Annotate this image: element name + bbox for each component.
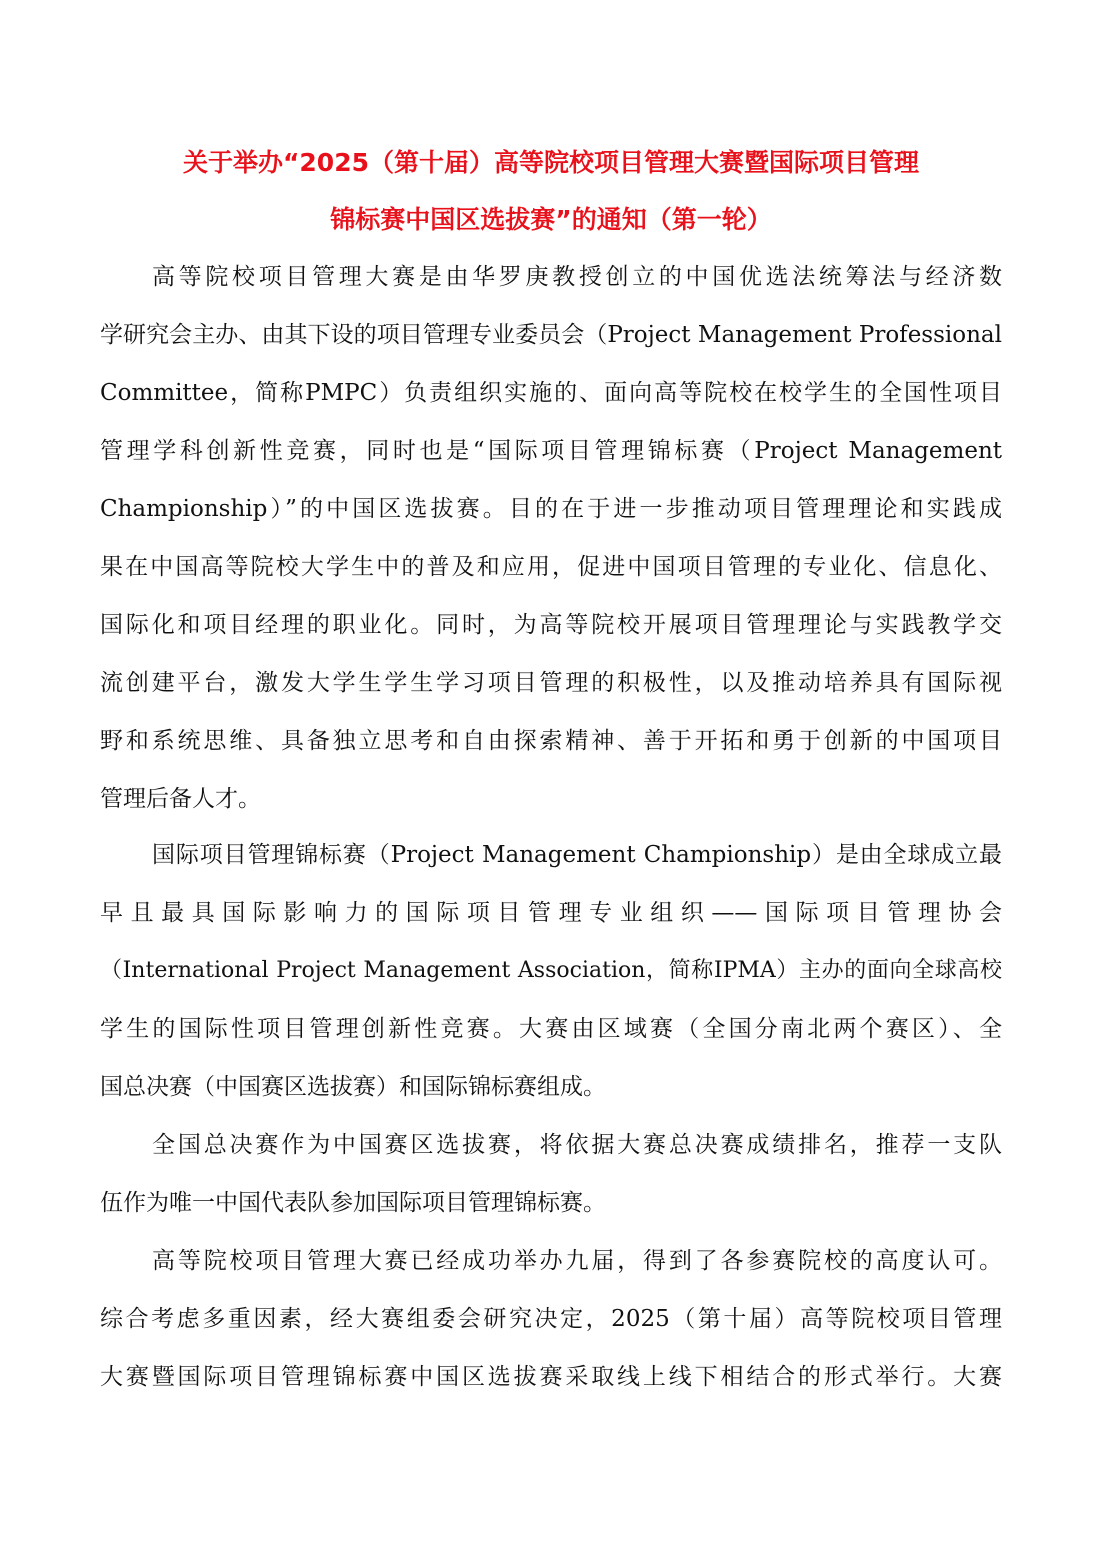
text-line: 综合考虑多重因素，经大赛组委会研究决定，2025（第十届）高等院校项目管理 [100, 1306, 1002, 1332]
text-line: 果在中国高等院校大学生中的普及和应用，促进中国项目管理的专业化、信息化、 [100, 554, 1002, 580]
text-line: 大赛暨国际项目管理锦标赛中国区选拔赛采取线上线下相结合的形式举行。大赛 [100, 1364, 1002, 1390]
text-line: 国际项目管理锦标赛（Project Management Championship）是由全球成立最 [152, 842, 1002, 868]
notice-title-line-1: 关于举办“2025（第十届）高等院校项目管理大赛暨国际项目管理 [182, 148, 919, 177]
text-line: Committee，简称PMPC）负责组织实施的、面向高等院校在校学生的全国性项目 [100, 380, 1002, 406]
text-line: 全国总决赛作为中国赛区选拔赛，将依据大赛总决赛成绩排名，推荐一支队 [152, 1132, 1002, 1158]
text-line: 学生的国际性项目管理创新性竞赛。大赛由区域赛（全国分南北两个赛区）、全 [100, 1016, 1002, 1042]
text-line: 学研究会主办、由其下设的项目管理专业委员会（Project Management Professional [100, 322, 1002, 348]
text-line: 高等院校项目管理大赛是由华罗庚教授创立的中国优选法统筹法与经济数 [152, 264, 1002, 290]
text-line: （International Project Management Association，简称IPMA）主办的面向全球高校 [100, 958, 1002, 983]
paragraph-competition-format [100, 1232, 1002, 1406]
paragraph-national-final [100, 1116, 1002, 1232]
text-line: 伍作为唯一中国代表队参加国际项目管理锦标赛。 [100, 1190, 606, 1216]
text-line: 国际化和项目经理的职业化。同时，为高等院校开展项目管理理论与实践教学交 [100, 612, 1002, 638]
notice-title-line-2: 锦标赛中国区选拔赛”的通知（第一轮） [330, 205, 772, 234]
text-line: 高等院校项目管理大赛已经成功举办九届，得到了各参赛院校的高度认可。 [152, 1248, 1002, 1274]
text-line: 管理学科创新性竞赛，同时也是“国际项目管理锦标赛（Project Management [100, 438, 1002, 464]
text-line: 野和系统思维、具备独立思考和自由探索精神、善于开拓和勇于创新的中国项目 [100, 728, 1002, 754]
text-line: 早且最具国际影响力的国际项目管理专业组织——国际项目管理协会 [100, 900, 1002, 926]
paragraph-competition-intro [100, 248, 1002, 828]
text-line: 国总决赛（中国赛区选拔赛）和国际锦标赛组成。 [100, 1074, 606, 1100]
paragraph-ipma-championship [100, 826, 1002, 1116]
text-line: 管理后备人才。 [100, 786, 261, 812]
text-line: 流创建平台，激发大学生学生学习项目管理的积极性，以及推动培养具有国际视 [100, 670, 1002, 696]
text-line: Championship）”的中国区选拔赛。目的在于进一步推动项目管理理论和实践成 [100, 496, 1002, 522]
